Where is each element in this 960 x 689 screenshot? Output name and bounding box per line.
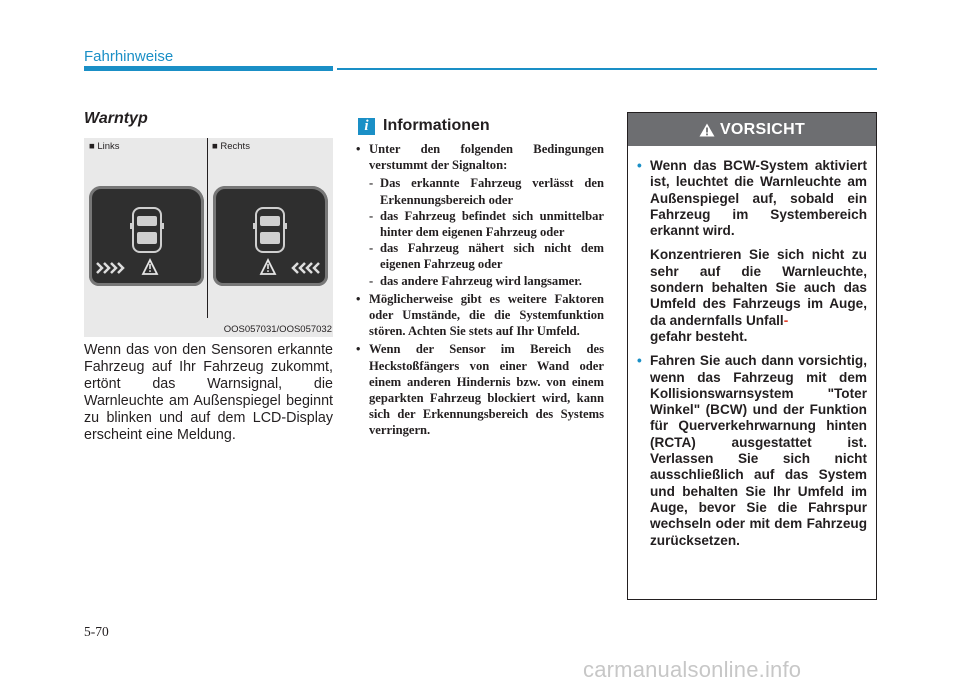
car-top-view-icon xyxy=(253,208,287,252)
list-item: • Wenn der Sensor im Bereich des Heckstoßfängers von einer Wand oder einem anderen Hindernis bzw. von einem geparkten Fahrzeug blockiert wird, kann sich der Erkennungsbereich des Systems verringern. xyxy=(354,341,604,438)
caution-box xyxy=(627,112,877,600)
chevron-arrows-icon xyxy=(293,263,319,273)
warntyp-heading: Warntyp xyxy=(84,110,148,127)
right-mirror-illustration xyxy=(213,186,328,286)
warning-triangle-icon xyxy=(699,123,715,137)
page-number: 5-70 xyxy=(84,624,109,639)
info-icon: i xyxy=(358,118,375,135)
sub-list-item: - das Fahrzeug befindet sich unmittelbar hinter dem eigenen Fahrzeug oder xyxy=(354,208,604,240)
warning-description: Wenn das von den Sensoren erkannte Fahrzeug auf Ihr Fahrzeug zukommt, ertönt das Warnsignal, die Warnleuchte am Außenspiegel beginnt zu blinken und auf dem LCD-Display erscheint eine Meldung. xyxy=(84,342,333,443)
left-mirror-illustration xyxy=(89,186,204,286)
figure-label-left: ■ Links xyxy=(89,141,120,152)
caution-item: • Wenn das BCW-System aktiviert ist, leuchtet die Warnleuchte am Außenspiegel auf, sobald ein Fahrzeug im Systembereich erkannt wird. xyxy=(637,158,867,239)
list-item: • Unter den folgenden Bedingungen verstummt der Signalton: xyxy=(354,141,604,173)
warning-triangle-icon xyxy=(261,260,275,274)
warning-figure xyxy=(84,138,333,337)
sub-list-item: - das Fahrzeug nähert sich nicht dem eigenen Fahrzeug oder xyxy=(354,240,604,272)
section-title: Fahrhinweise xyxy=(84,48,174,65)
sub-list-item: - Das erkannte Fahrzeug verlässt den Erkennungsbereich oder xyxy=(354,175,604,207)
car-top-view-icon xyxy=(130,208,164,252)
caution-header xyxy=(628,113,876,146)
caution-title: VORSICHT xyxy=(719,120,806,138)
header-bar xyxy=(84,66,333,71)
figure-divider xyxy=(207,138,208,318)
info-header xyxy=(358,116,490,136)
caution-item: • Fahren Sie auch dann vorsichtig, wenn das Fahrzeug mit dem Kollisionswarnsystem "Toter Winkel" (BCW) und der Funktion für Querverkehrwarnung hinten (RCTA) ausgestattet ist. Verlassen Sie sich nicht ausschließlich auf das System und behalten Sie Ihr Umfeld im Auge, bevor Sie die Fahrspur wechseln oder mit dem Fahrzeug zurücksetzen. xyxy=(637,353,867,549)
list-item: • Möglicherweise gibt es weitere Faktoren oder Umstände, die die Systemfunktion stören. Achten Sie stets auf Ihr Umfeld. xyxy=(354,291,604,340)
sub-list-item: - das andere Fahrzeug wird langsamer. xyxy=(354,273,604,289)
caution-body xyxy=(628,146,876,549)
figure-label-right: ■ Rechts xyxy=(212,141,250,152)
info-list xyxy=(354,141,604,441)
caution-paragraph: Konzentrieren Sie sich nicht zu sehr auf die Warnleuchte, sondern behalten Sie auch das Umfeld des Fahrzeugs im Auge, da andernfalls Unfall- gefahr besteht. xyxy=(650,247,867,344)
header-rule xyxy=(337,68,877,70)
figure-code: OOS057031/OOS057032 xyxy=(223,324,332,335)
chevron-arrows-icon xyxy=(97,263,123,273)
watermark: carmanualsonline.info xyxy=(583,657,802,682)
info-title: Informationen xyxy=(383,117,490,134)
warning-triangle-icon xyxy=(143,260,157,274)
